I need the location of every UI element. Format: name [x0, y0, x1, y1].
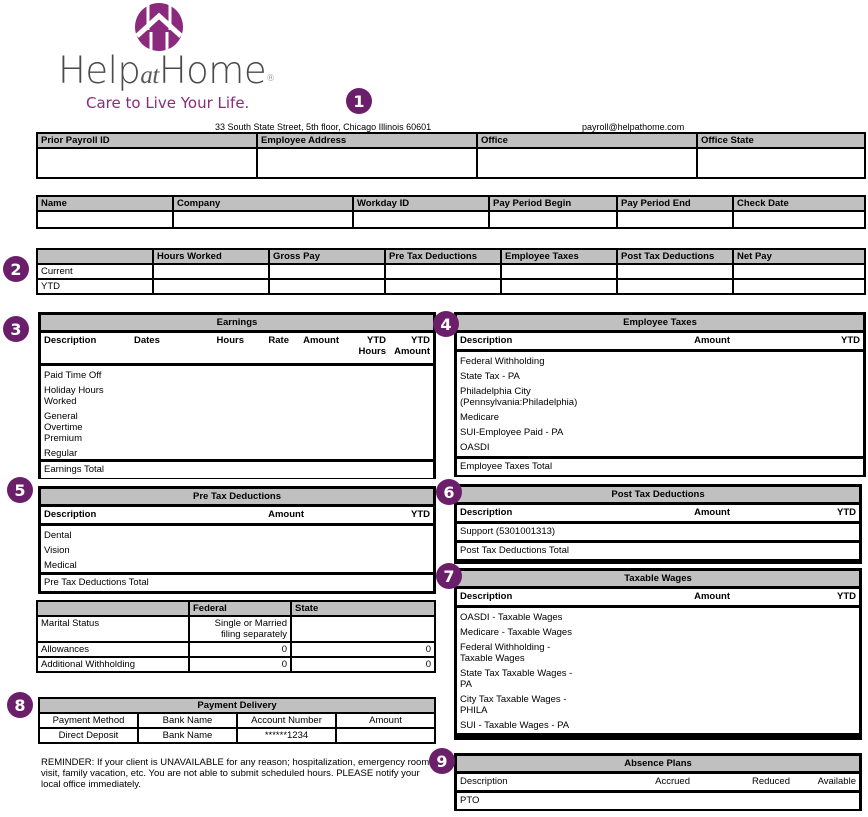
employee-taxes-column-headers	[460, 335, 860, 346]
col-pay-period-end: Pay Period End	[618, 197, 732, 210]
col-description: Description	[44, 335, 97, 346]
current-pre-tax	[386, 265, 500, 278]
tax-row	[460, 440, 860, 455]
col-name: Name	[38, 197, 172, 210]
absence-plans-panel	[454, 753, 862, 811]
col-ytd: YTD	[837, 591, 856, 602]
col-office: Office	[478, 134, 696, 147]
section-badge-3: 3	[3, 316, 29, 342]
col-ytd: YTD	[411, 509, 430, 520]
col-workday-id: Workday ID	[354, 197, 488, 210]
allowances-federal: 0	[190, 643, 290, 656]
section-badge-6: 6	[436, 479, 462, 505]
tax-row	[460, 384, 860, 410]
col-gross-pay: Gross Pay	[270, 250, 384, 263]
col-office-state: Office State	[698, 134, 864, 147]
row-label: YTD	[38, 280, 152, 293]
earnings-total: Earnings Total	[41, 462, 433, 478]
taxable-wage-description: OASDI - Taxable Wages	[460, 612, 563, 623]
post-tax-row: Support (5301001313)	[457, 524, 859, 540]
allowances-state: 0	[292, 643, 434, 656]
earnings-description: General Overtime Premium	[44, 411, 83, 444]
payroll-email: payroll@helpathome.com	[582, 122, 685, 132]
ytd-pre-tax	[386, 280, 500, 293]
col-amount: Amount	[694, 507, 730, 518]
bank-name-value: Bank Name	[139, 729, 236, 742]
post-tax-column-headers	[460, 507, 856, 518]
name-value	[38, 212, 172, 227]
col-employee-taxes: Employee Taxes	[502, 250, 616, 263]
logo-tagline: Care to Live Your Life.	[86, 94, 250, 112]
prior-payroll-id-value	[38, 149, 256, 177]
taxable-wage-description: Medicare - Taxable Wages	[460, 627, 572, 638]
ytd-hours-worked	[154, 280, 268, 293]
col-check-date: Check Date	[734, 197, 864, 210]
taxable-wage-description: SUI - Taxable Wages - PA	[460, 720, 570, 731]
col-hours: Hours	[216, 335, 244, 346]
col-state: State	[292, 602, 434, 615]
earnings-description: Regular	[44, 448, 78, 459]
earnings-description: Holiday Hours Worked	[44, 385, 104, 407]
payment-delivery-table	[38, 697, 436, 744]
payment-delivery-title: Payment Delivery	[40, 699, 434, 712]
pre-tax-row	[44, 558, 430, 573]
tax-row	[460, 425, 860, 440]
col-federal: Federal	[190, 602, 290, 615]
taxable-wage-row	[460, 718, 856, 733]
current-employee-taxes	[502, 265, 616, 278]
tax-description: Philadelphia City (Pennsylvania:Philadelphia)	[460, 386, 578, 408]
col-description: Description	[44, 509, 97, 520]
tax-description: SUI-Employee Paid - PA	[460, 427, 564, 438]
company-value	[174, 212, 352, 227]
logo-house-icon	[134, 2, 184, 52]
earnings-title: Earnings	[41, 315, 433, 330]
pay-info-table	[36, 195, 866, 229]
row-label: Current	[38, 265, 152, 278]
additional-withholding-label: Additional Withholding	[38, 658, 188, 671]
pre-tax-description: Medical	[44, 560, 77, 571]
col-blank	[38, 602, 188, 615]
absence-plans-title: Absence Plans	[457, 756, 859, 771]
workday-id-value	[354, 212, 488, 227]
ytd-gross-pay	[270, 280, 384, 293]
col-employee-address: Employee Address	[258, 134, 476, 147]
section-badge-1: 1	[346, 88, 372, 114]
col-post-tax-deductions: Post Tax Deductions	[618, 250, 732, 263]
account-number-value: ******1234	[238, 729, 335, 742]
check-date-value	[734, 212, 864, 227]
tax-row	[460, 369, 860, 384]
earnings-row	[44, 409, 430, 446]
col-reduced: Reduced	[751, 776, 790, 787]
pre-tax-row	[44, 528, 430, 543]
col-description: Description	[460, 507, 513, 518]
col-pay-period-begin: Pay Period Begin	[490, 197, 616, 210]
taxable-wage-row	[460, 692, 856, 718]
absence-plans-column-headers	[460, 776, 856, 787]
col-ytd: YTD	[841, 335, 860, 346]
col-dates: Dates	[134, 335, 160, 346]
col-description: Description	[460, 591, 513, 602]
section-badge-4: 4	[433, 311, 459, 337]
pre-tax-description: Vision	[44, 545, 70, 556]
tax-row	[460, 354, 860, 369]
ytd-net-pay	[734, 280, 864, 293]
pre-tax-title: Pre Tax Deductions	[41, 489, 433, 504]
earnings-description: Paid Time Off	[44, 370, 102, 381]
post-tax-total: Post Tax Deductions Total	[457, 543, 859, 559]
employee-taxes-panel	[454, 312, 866, 477]
col-description: Description	[460, 335, 513, 346]
ytd-post-tax	[618, 280, 732, 293]
section-badge-2: 2	[3, 256, 29, 282]
reminder-note: REMINDER: If your client is UNAVAILABLE for any reason; hospitalization, emergency room visit, family vacation, etc. You are not able to submit scheduled hours. PLEASE notify your local office immediately.	[41, 757, 430, 790]
current-gross-pay	[270, 265, 384, 278]
amount-value	[337, 729, 434, 742]
current-net-pay	[734, 265, 864, 278]
col-hours-worked: Hours Worked	[154, 250, 268, 263]
taxable-wage-row	[460, 625, 856, 640]
summary-row-current	[38, 265, 864, 278]
company-address: 33 South State Street, 5th floor, Chicago Illinois 60601	[215, 122, 432, 132]
taxable-wage-description: City Tax Taxable Wages - PHILA	[460, 694, 567, 716]
col-available: Available	[817, 776, 856, 787]
col-amount: Amount	[694, 335, 730, 346]
tax-description: Medicare	[460, 412, 500, 423]
additional-withholding-state: 0	[292, 658, 434, 671]
tax-description: OASDI	[460, 442, 490, 453]
pre-tax-column-headers	[44, 509, 430, 520]
col-blank	[38, 250, 152, 263]
post-tax-title: Post Tax Deductions	[457, 487, 859, 502]
pre-tax-deductions-panel	[38, 486, 436, 594]
col-amount: Amount	[694, 591, 730, 602]
col-ytd: YTD	[837, 507, 856, 518]
earnings-column-headers	[44, 335, 430, 357]
additional-withholding-federal: 0	[190, 658, 290, 671]
col-bank-name: Bank Name	[139, 714, 236, 727]
employee-address-value	[258, 149, 476, 177]
allowances-label: Allowances	[38, 643, 188, 656]
pre-tax-total: Pre Tax Deductions Total	[41, 575, 433, 591]
current-hours-worked	[154, 265, 268, 278]
col-description: Description	[460, 776, 508, 787]
employee-taxes-title: Employee Taxes	[457, 315, 863, 330]
marital-status-federal: Single or Married filing separately	[190, 617, 290, 641]
taxable-wages-title: Taxable Wages	[457, 571, 859, 586]
tax-description: Federal Withholding	[460, 356, 545, 367]
logo-wordmark: HelpatHome®	[58, 49, 275, 92]
col-payment-method: Payment Method	[40, 714, 137, 727]
section-badge-7: 7	[436, 563, 462, 589]
earnings-row	[44, 368, 430, 383]
absence-plan-description: PTO	[460, 795, 480, 806]
col-rate: Rate	[268, 335, 289, 346]
col-ytd-hours: YTD Hours	[358, 335, 386, 357]
pay-summary-table	[36, 248, 866, 295]
taxable-wage-description: Federal Withholding - Taxable Wages	[460, 642, 551, 664]
employee-taxes-total: Employee Taxes Total	[457, 459, 863, 475]
section-badge-9: 9	[429, 748, 455, 774]
col-prior-payroll-id: Prior Payroll ID	[38, 134, 256, 147]
marital-status-state	[292, 617, 434, 641]
col-pre-tax-deductions: Pre Tax Deductions	[386, 250, 500, 263]
tax-row	[460, 410, 860, 425]
pay-period-end-value	[618, 212, 732, 227]
col-accrued: Accrued	[655, 776, 690, 787]
col-amount: Amount	[268, 509, 304, 520]
withholding-table	[36, 600, 436, 673]
col-account-number: Account Number	[238, 714, 335, 727]
taxable-wage-description: State Tax Taxable Wages - PA	[460, 668, 573, 690]
marital-status-label: Marital Status	[38, 617, 188, 641]
col-amount: Amount	[337, 714, 434, 727]
post-tax-deductions-panel	[454, 484, 862, 564]
absence-plan-row	[457, 793, 859, 809]
col-net-pay: Net Pay	[734, 250, 864, 263]
ytd-employee-taxes	[502, 280, 616, 293]
current-post-tax	[618, 265, 732, 278]
section-badge-5: 5	[7, 477, 33, 503]
office-state-value	[698, 149, 864, 177]
taxable-wage-row	[460, 610, 856, 625]
col-company: Company	[174, 197, 352, 210]
taxable-wage-row	[460, 666, 856, 692]
summary-row-ytd	[38, 280, 864, 293]
taxable-wage-row	[460, 640, 856, 666]
earnings-row	[44, 446, 430, 461]
taxable-wages-column-headers	[460, 591, 856, 602]
col-ytd-amount: YTD Amount	[394, 335, 430, 357]
col-amount: Amount	[303, 335, 339, 346]
section-badge-8: 8	[7, 692, 33, 718]
pre-tax-description: Dental	[44, 530, 72, 541]
earnings-panel	[38, 312, 436, 479]
pre-tax-row	[44, 543, 430, 558]
taxable-wages-panel	[454, 568, 862, 740]
office-value	[478, 149, 696, 177]
pay-period-begin-value	[490, 212, 616, 227]
payment-method-value: Direct Deposit	[40, 729, 137, 742]
employee-info-table	[36, 132, 866, 179]
earnings-row	[44, 383, 430, 409]
tax-description: State Tax - PA	[460, 371, 520, 382]
